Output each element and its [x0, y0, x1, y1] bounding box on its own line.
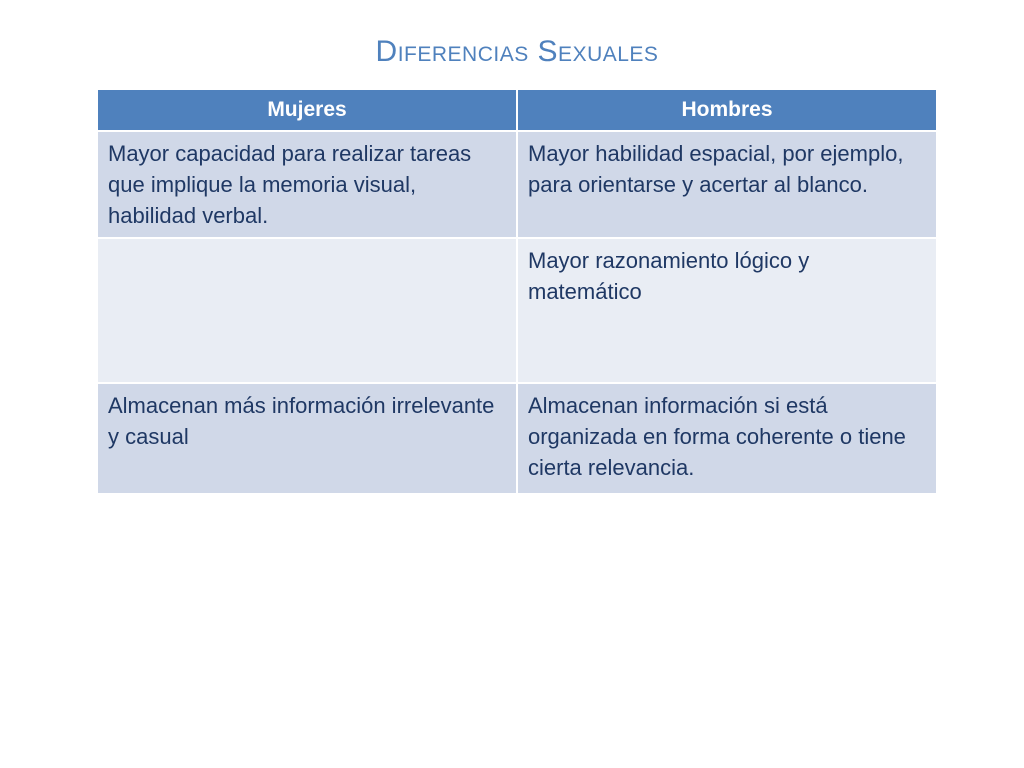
table-row: [97, 238, 937, 383]
slide-title: Diferencias Sexuales: [375, 35, 659, 68]
cell-hombres: Mayor habilidad espacial, por ejemplo, para orientarse y acertar al blanco.: [517, 131, 937, 238]
cell-hombres: Almacenan información si está organizada en forma coherente o tiene cierta relevancia.: [517, 383, 937, 494]
cell-mujeres: [97, 238, 517, 383]
cell-mujeres: Mayor capacidad para realizar tareas que implique la memoria visual, habilidad verbal.: [97, 131, 517, 238]
column-header-hombres: Hombres: [517, 89, 937, 131]
column-header-mujeres: Mujeres: [97, 89, 517, 131]
differences-table: [96, 88, 938, 495]
cell-mujeres: Almacenan más información irrelevante y casual: [97, 383, 517, 494]
table-row: [97, 131, 937, 238]
table-row: [97, 383, 937, 494]
cell-hombres: Mayor razonamiento lógico y matemático: [517, 238, 937, 383]
table-header-row: [97, 89, 937, 131]
